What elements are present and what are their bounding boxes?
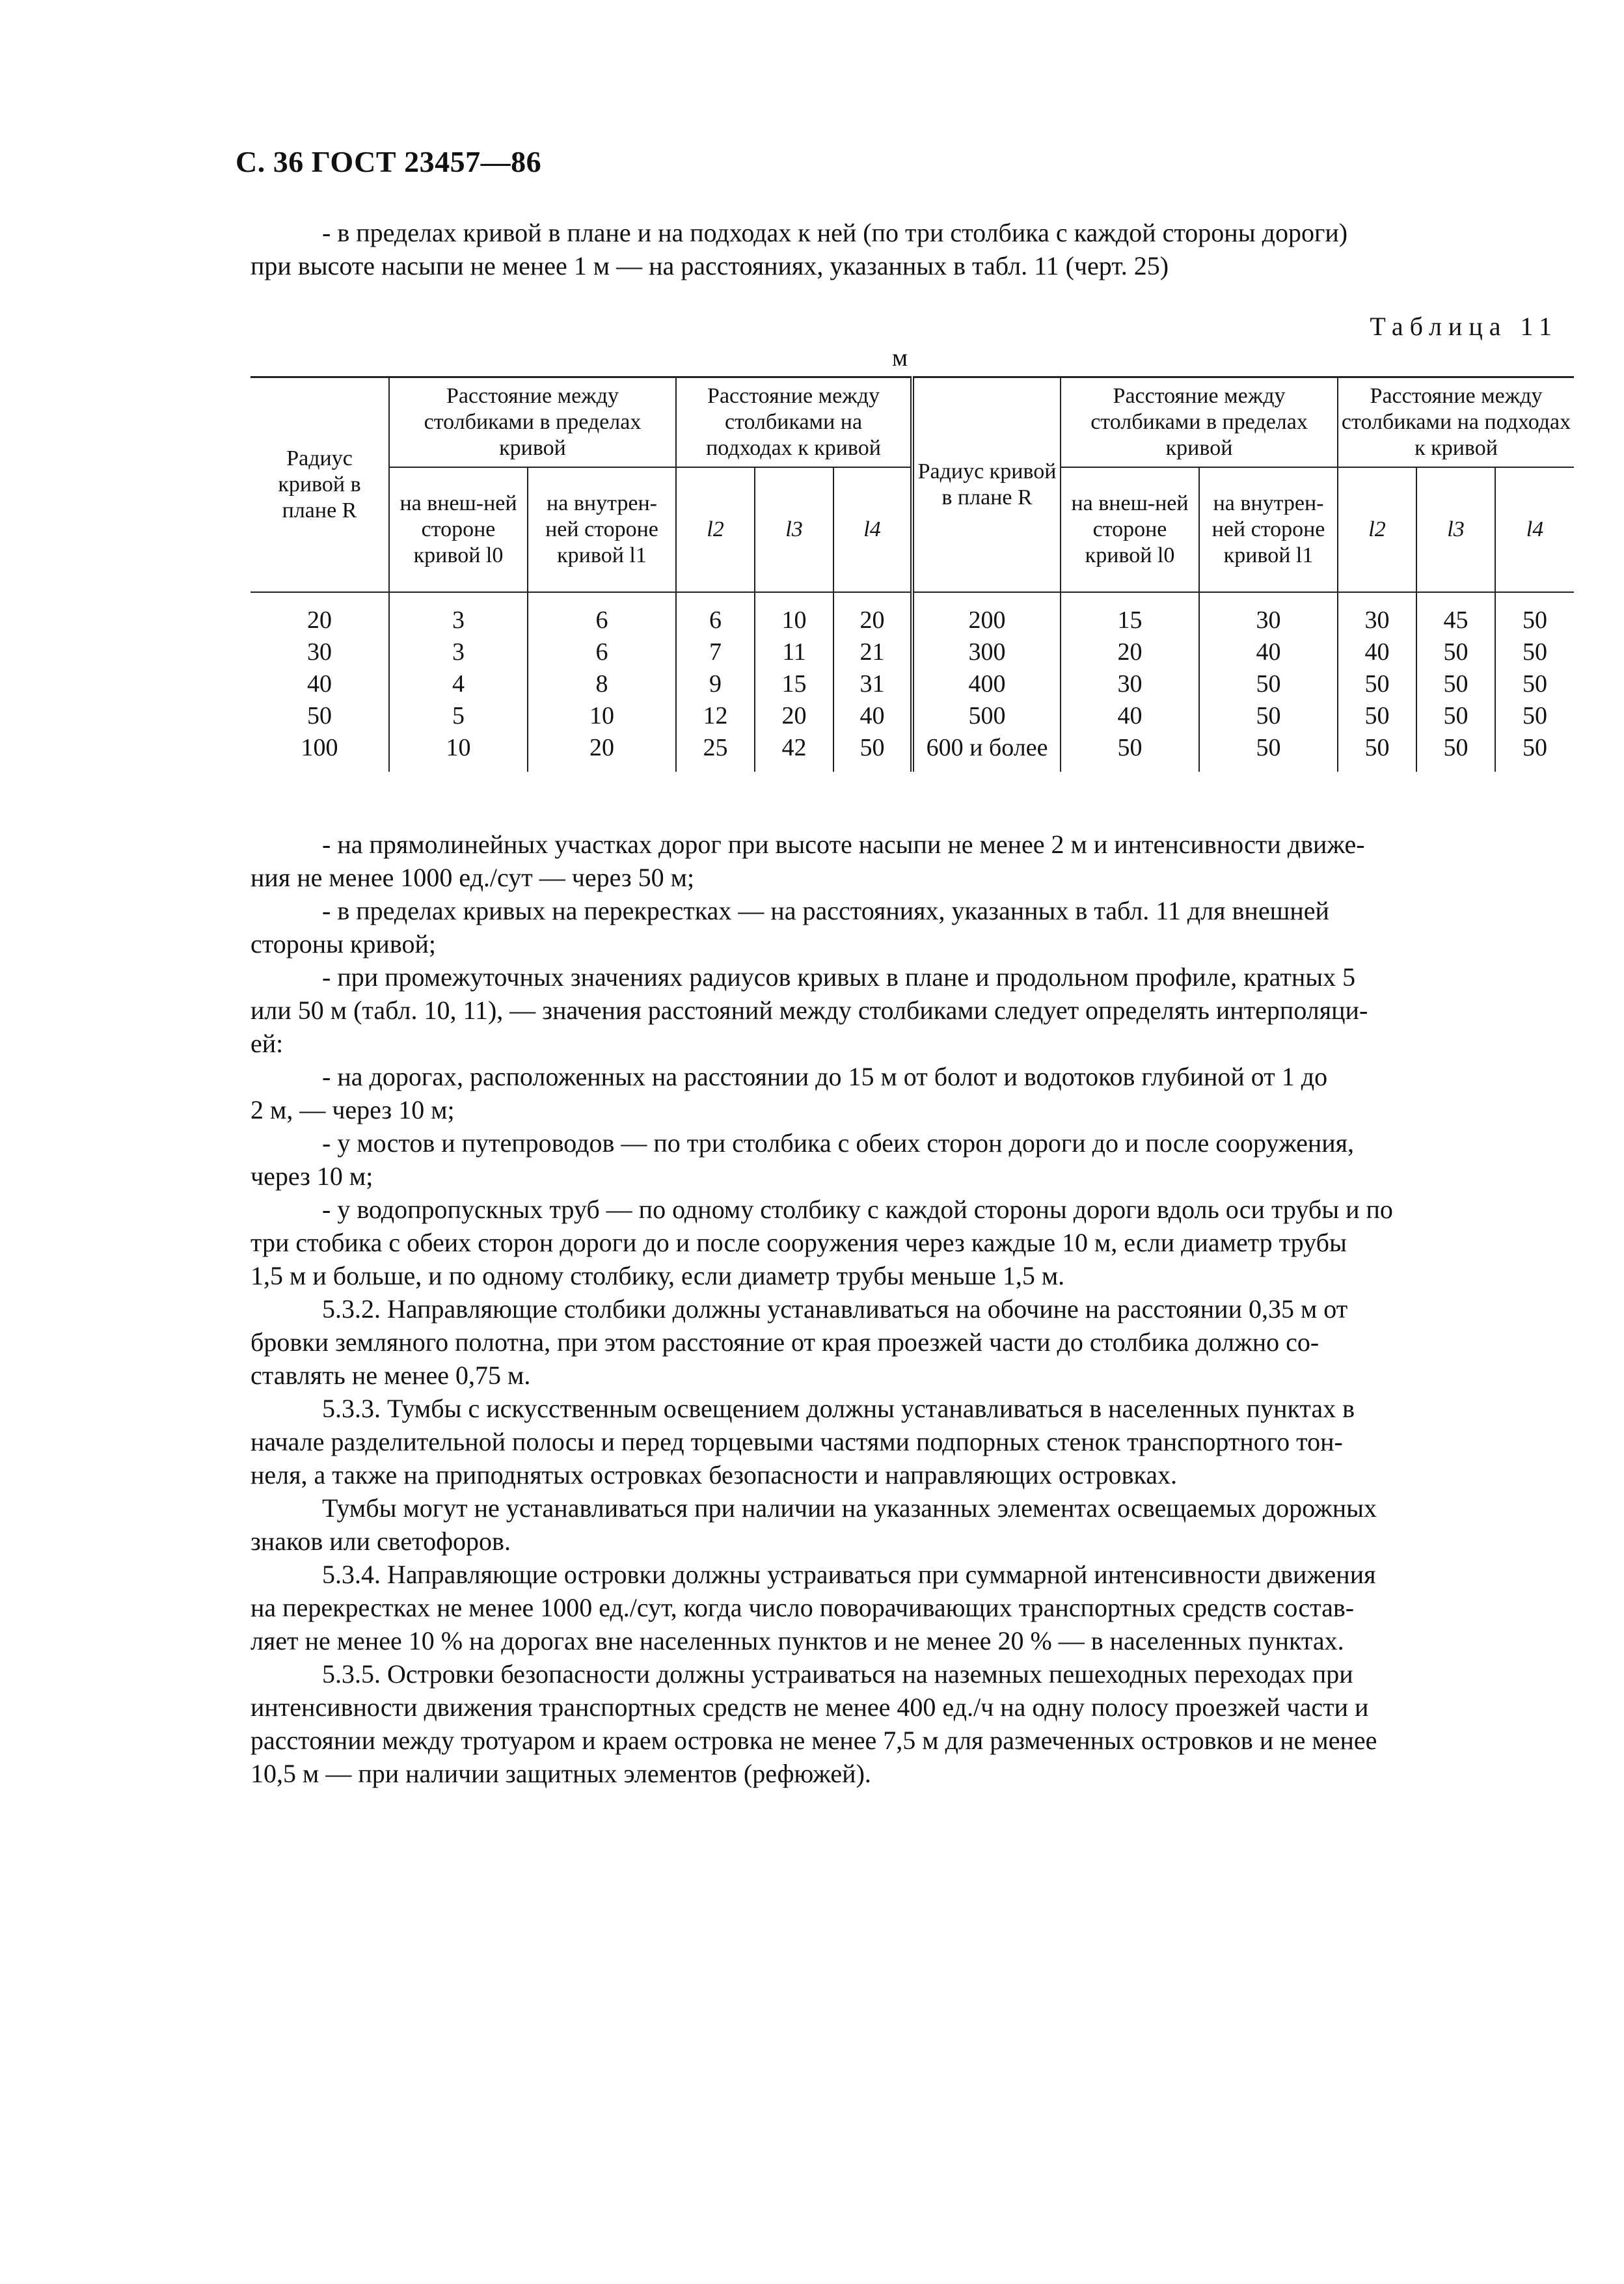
header-l2-left: l2: [676, 467, 755, 592]
table-cell: 40: [1338, 636, 1416, 668]
table-cell: 5: [389, 700, 528, 732]
table-row: [250, 700, 1574, 732]
table-cell: 6: [528, 592, 676, 636]
table-row: [250, 636, 1574, 668]
body-paragraph: - на дорогах, расположенных на расстоянии до 15 м от болот и водотоков глубиной от 1 до 2 м, — через 10 м;: [250, 1062, 1328, 1124]
table-row: [250, 732, 1574, 772]
table-cell: 50: [1495, 592, 1574, 636]
body-paragraph: - в пределах кривых на перекрестках — на расстояниях, указанных в табл. 11 для внешней стороны кривой;: [250, 896, 1329, 958]
table-cell: 500: [912, 700, 1061, 732]
header-within-left: Расстояние между столбиками в пределах кривой: [389, 377, 676, 468]
table-cell: 15: [755, 668, 833, 700]
table-cell: 6: [528, 636, 676, 668]
table-cell: 50: [1416, 732, 1495, 772]
table-cell: 40: [250, 668, 389, 700]
table-cell: 6: [676, 592, 755, 636]
table-11: [250, 376, 1574, 772]
page-header: С. 36 ГОСТ 23457—86: [236, 145, 542, 178]
table-cell: 30: [1199, 592, 1338, 636]
table-cell: 11: [755, 636, 833, 668]
table-cell: 50: [1495, 636, 1574, 668]
table-cell: 50: [1416, 668, 1495, 700]
table-cell: 40: [1061, 700, 1199, 732]
table-cell: 31: [833, 668, 912, 700]
header-approach-left: Расстояние между столбиками на подходах к кривой: [676, 377, 912, 468]
table-cell: 10: [528, 700, 676, 732]
table-cell: 15: [1061, 592, 1199, 636]
header-outer-right: на внеш-ней стороне кривой l0: [1061, 467, 1199, 592]
header-inner-left: на внутрен-ней стороне кривой l1: [528, 467, 676, 592]
table-cell: 20: [250, 592, 389, 636]
table-cell: 200: [912, 592, 1061, 636]
table-cell: 45: [1416, 592, 1495, 636]
table-cell: 30: [250, 636, 389, 668]
table-cell: 12: [676, 700, 755, 732]
table-cell: 30: [1338, 592, 1416, 636]
header-l4-right: l4: [1495, 467, 1574, 592]
table-cell: 50: [1495, 732, 1574, 772]
table-cell: 50: [1338, 668, 1416, 700]
table-cell: 8: [528, 668, 676, 700]
table-cell: 50: [1338, 732, 1416, 772]
table-cell: 4: [389, 668, 528, 700]
table-unit: м: [892, 344, 908, 372]
body-paragraph: - при промежуточных значениях радиусов кривых в плане и продольном профиле, кратных 5 или 50 м (табл. 10, 11), — значения расстояний между столбиками следует определять интерполяци- ей:: [250, 962, 1368, 1058]
table-cell: 50: [1199, 732, 1338, 772]
table-cell: 400: [912, 668, 1061, 700]
table-cell: 9: [676, 668, 755, 700]
table-cell: 20: [1061, 636, 1199, 668]
table-cell: 50: [1416, 700, 1495, 732]
table-cell: 50: [833, 732, 912, 772]
table-cell: 40: [1199, 636, 1338, 668]
table-cell: 7: [676, 636, 755, 668]
table-cell: 30: [1061, 668, 1199, 700]
table-body: [250, 592, 1574, 772]
header-l3-right: l3: [1416, 467, 1495, 592]
table-cell: 40: [833, 700, 912, 732]
table-cell: 21: [833, 636, 912, 668]
table-cell: 3: [389, 636, 528, 668]
header-radius-right: Радиус кривой в плане R: [912, 377, 1061, 593]
table-cell: 20: [833, 592, 912, 636]
table-caption: Таблица 11: [1370, 312, 1558, 341]
table-cell: 50: [1199, 668, 1338, 700]
intro-paragraph: - в пределах кривой в плане и на подходах к ней (по три столбика с каждой стороны дороги) при высоте насыпи не менее 1 м — на расстояниях, указанных в табл. 11 (черт. 25): [250, 218, 1348, 280]
body-paragraph: 5.3.3. Тумбы с искусственным освещением должны устанавливаться в населенных пунктах в начале разделительной полосы и перед торцевыми частями подпорных стенок транспортного тон- неля, а также на приподнятых островках безопасности и направляющих островках.: [250, 1394, 1355, 1489]
header-l3-left: l3: [755, 467, 833, 592]
body-paragraph: 5.3.4. Направляющие островки должны устраиваться при суммарной интенсивности движения на перекрестках не менее 1000 ед./сут, когда число поворачивающих транспортных средств состав- ляет не менее 10 % на дорогах вне населенных пунктов и не менее 20 % — в населенных пунктах.: [250, 1560, 1376, 1655]
table-cell: 50: [250, 700, 389, 732]
table-cell: 50: [1495, 668, 1574, 700]
body-paragraph: Тумбы могут не устанавливаться при наличии на указанных элементах освещаемых дорожных знаков или светофоров.: [250, 1493, 1377, 1556]
table-cell: 50: [1338, 700, 1416, 732]
header-inner-right: на внутрен-ней стороне кривой l1: [1199, 467, 1338, 592]
header-l2-right: l2: [1338, 467, 1416, 592]
table-row: [250, 668, 1574, 700]
table-row: [250, 592, 1574, 636]
table-cell: 25: [676, 732, 755, 772]
header-approach-right: Расстояние между столбиками на подходах к кривой: [1338, 377, 1574, 468]
table-cell: 10: [755, 592, 833, 636]
table-cell: 300: [912, 636, 1061, 668]
table-cell: 20: [755, 700, 833, 732]
header-radius-left: Радиус кривой в плане R: [250, 377, 389, 593]
table-cell: 50: [1199, 700, 1338, 732]
body-paragraph: - у мостов и путепроводов — по три столбика с обеих сторон дороги до и после сооружения, через 10 м;: [250, 1128, 1355, 1191]
body-paragraph: 5.3.2. Направляющие столбики должны устанавливаться на обочине на расстоянии 0,35 м от бровки земляного полотна, при этом расстояние от края проезжей части до столбика должно со- ставлять не менее 0,75 м.: [250, 1294, 1348, 1390]
table-cell: 50: [1416, 636, 1495, 668]
header-outer-left: на внеш-ней стороне кривой l0: [389, 467, 528, 592]
body-paragraph: - у водопропускных труб — по одному столбику с каждой стороны дороги вдоль оси трубы и по три стобика с обеих сторон дороги до и после сооружения через каждые 10 м, если диаметр трубы 1,5 м и больше, и по одному столбику, если диаметр трубы меньше 1,5 м.: [250, 1195, 1393, 1290]
body-paragraph: 5.3.5. Островки безопасности должны устраиваться на наземных пешеходных переходах при интенсивности движения транспортных средств не менее 400 ед./ч на одну полосу проезжей части и расстоянии между тротуаром и краем островка не менее 7,5 м для размеченных островков и не менее 10,5 м — при наличии защитных элементов (рефюжей).: [250, 1659, 1377, 1788]
table-cell: 100: [250, 732, 389, 772]
header-within-right: Расстояние между столбиками в пределах кривой: [1061, 377, 1338, 468]
table-cell: 20: [528, 732, 676, 772]
table-cell: 42: [755, 732, 833, 772]
table-cell: 50: [1495, 700, 1574, 732]
body-paragraph: - на прямолинейных участках дорог при высоте насыпи не менее 2 м и интенсивности движе- ния не менее 1000 ед./сут — через 50 м;: [250, 830, 1365, 892]
table-cell: 10: [389, 732, 528, 772]
header-l4-left: l4: [833, 467, 912, 592]
table-cell: 3: [389, 592, 528, 636]
table-cell: 600 и более: [912, 732, 1061, 772]
table-cell: 50: [1061, 732, 1199, 772]
